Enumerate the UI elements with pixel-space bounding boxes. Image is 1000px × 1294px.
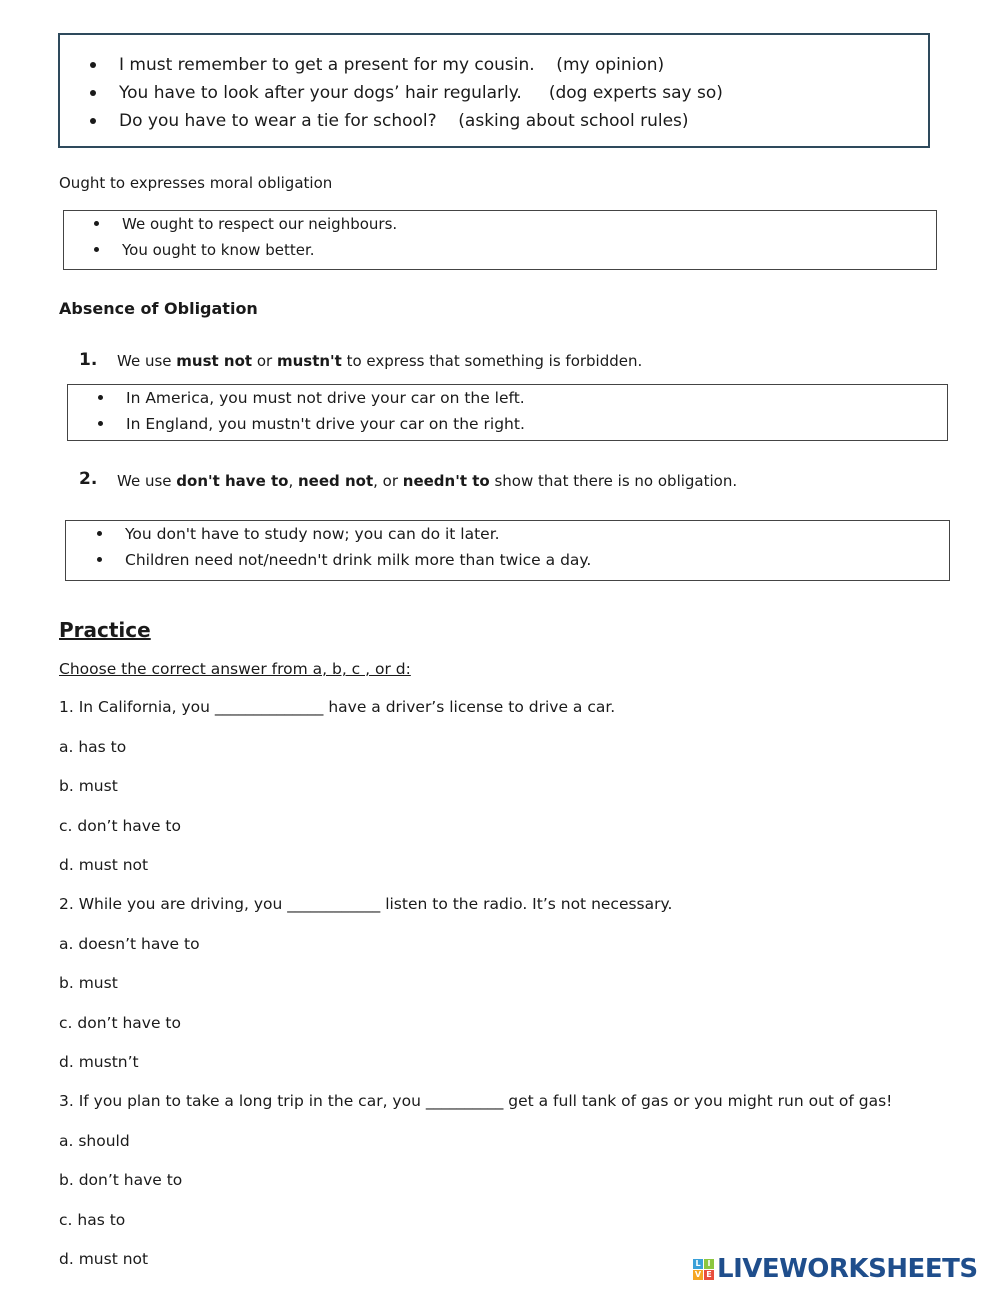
logo-mark-letter: E xyxy=(704,1270,714,1280)
rule-number: 1. xyxy=(79,350,98,370)
list-item: I must remember to get a present for my cousin. (my opinion) xyxy=(119,51,723,79)
list-item: Do you have to wear a tie for school? (asking about school rules) xyxy=(119,107,723,135)
logo-mark-letter: V xyxy=(694,1269,702,1279)
logo-text: LIVEWORKSHEETS xyxy=(717,1254,978,1284)
question-2: 2. While you are driving, you ____________ listen to the radio. It’s not necessary. xyxy=(59,895,673,913)
liveworksheets-logo xyxy=(693,1254,978,1284)
question-3: 3. If you plan to take a long trip in the car, you __________ get a full tank of gas or you might run out of gas! xyxy=(59,1092,893,1110)
list-item: You have to look after your dogs’ hair regularly. (dog experts say so) xyxy=(119,79,723,107)
instruction: Choose the correct answer from a, b, c , or d: xyxy=(59,660,411,678)
option[interactable]: d. must not xyxy=(59,1250,149,1268)
option[interactable]: c. has to xyxy=(59,1211,126,1229)
rule-text: We use must not or mustn't to express that something is forbidden. xyxy=(117,352,643,370)
option[interactable]: d. must not xyxy=(59,856,149,874)
modal-examples-box xyxy=(58,33,930,148)
list-item: You ought to know better. xyxy=(122,237,397,263)
option[interactable]: c. don’t have to xyxy=(59,1014,181,1032)
logo-mark-letter: L xyxy=(693,1259,703,1269)
option[interactable]: b. must xyxy=(59,974,118,992)
no-obligation-examples-box xyxy=(65,520,950,581)
list-item: You don't have to study now; you can do it later. xyxy=(125,521,591,547)
rule-text: We use don't have to, need not, or needn't to show that there is no obligation. xyxy=(117,472,738,490)
option[interactable]: d. mustn’t xyxy=(59,1053,139,1071)
list-item: We ought to respect our neighbours. xyxy=(122,211,397,237)
option[interactable]: a. doesn’t have to xyxy=(59,935,200,953)
logo-mark-icon xyxy=(693,1259,714,1280)
section-heading: Absence of Obligation xyxy=(59,299,258,318)
option[interactable]: a. has to xyxy=(59,738,127,756)
list-item: In America, you must not drive your car on the left. xyxy=(126,385,525,411)
question-1: 1. In California, you ______________ have a driver’s license to drive a car. xyxy=(59,698,616,716)
practice-heading: Practice xyxy=(59,618,151,642)
option[interactable]: a. should xyxy=(59,1132,130,1150)
option[interactable]: c. don’t have to xyxy=(59,817,181,835)
ought-label: Ought to expresses moral obligation xyxy=(59,174,333,192)
rule-number: 2. xyxy=(79,469,98,489)
modal-examples-list xyxy=(119,51,723,135)
option[interactable]: b. must xyxy=(59,777,118,795)
mustnot-examples-box xyxy=(67,384,948,441)
ought-examples-box xyxy=(63,210,937,270)
option[interactable]: b. don’t have to xyxy=(59,1171,183,1189)
list-item: In England, you mustn't drive your car on the right. xyxy=(126,411,525,437)
logo-mark-letter: I xyxy=(704,1259,714,1269)
list-item: Children need not/needn't drink milk more than twice a day. xyxy=(125,547,591,573)
